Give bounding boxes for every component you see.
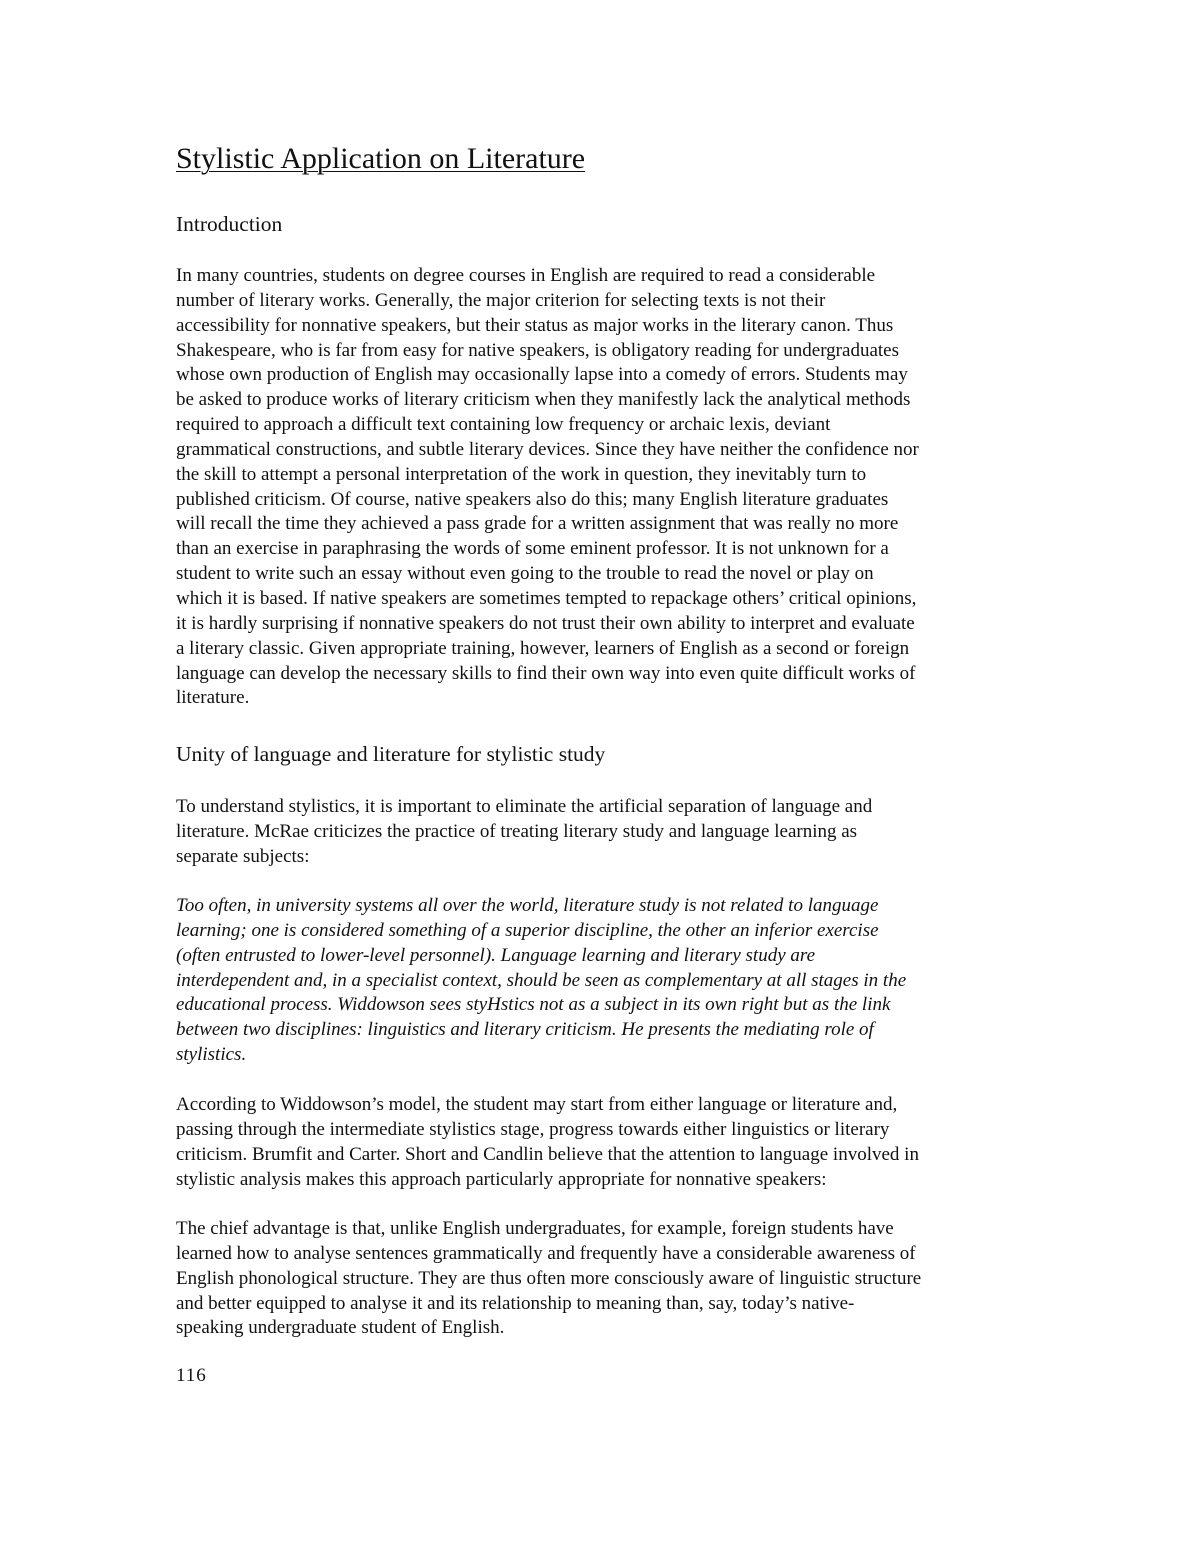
text-line: English phonological structure. They are thus often more consciously aware of linguistic structure	[176, 1267, 922, 1289]
document-title: Stylistic Application on Literature	[176, 142, 586, 175]
text-line: stylistics.	[176, 1044, 247, 1066]
text-line: required to approach a difficult text containing low frequency or archaic lexis, deviant	[176, 414, 831, 436]
text-line: educational process. Widdowson sees styHstics not as a subject in its own right but as the link	[176, 994, 891, 1016]
text-line: (often entrusted to lower-level personnel). Language learning and literary study are	[176, 944, 816, 966]
text-line: language can develop the necessary skills to find their own way into even quite difficult works of	[176, 662, 916, 684]
text-line: accessibility for nonnative speakers, but their status as major works in the literary canon. Thus	[176, 314, 894, 336]
text-line: published criticism. Of course, native speakers also do this; many English literature graduates	[176, 488, 889, 510]
text-line: the skill to attempt a personal interpretation of the work in question, they inevitably turn to	[176, 463, 867, 485]
text-line: literature. McRae criticizes the practice of treating literary study and language learning as	[176, 820, 858, 842]
text-line: passing through the intermediate stylistics stage, progress towards either linguistics or literary	[176, 1118, 890, 1140]
text-line: stylistic analysis makes this approach particularly appropriate for nonnative speakers:	[176, 1168, 827, 1190]
text-line: number of literary works. Generally, the major criterion for selecting texts is not their	[176, 289, 826, 311]
text-line: To understand stylistics, it is important to eliminate the artificial separation of language and	[176, 796, 873, 817]
text-line: interdependent and, in a specialist context, should be seen as complementary at all stages in the	[176, 969, 907, 991]
text-line: The chief advantage is that, unlike English undergraduates, for example, foreign students have	[176, 1218, 894, 1239]
text-line: it is hardly surprising if nonnative speakers do not trust their own ability to interpret and evaluate	[176, 612, 915, 634]
text-line: learned how to analyse sentences grammatically and frequently have a considerable awareness of	[176, 1242, 916, 1264]
text-line: which it is based. If native speakers are sometimes tempted to repackage others’ critical opinions,	[176, 587, 917, 609]
text-line: between two disciplines: linguistics and literary criticism. He presents the mediating role of	[176, 1019, 874, 1041]
text-line: and better equipped to analyse it and its relationship to meaning than, say, today’s native-	[176, 1292, 855, 1314]
text-line: criticism. Brumfit and Carter. Short and Candlin believe that the attention to language involved in	[176, 1143, 919, 1165]
text-line: literature.	[176, 687, 250, 709]
text-line: than an exercise in paraphrasing the words of some eminent professor. It is not unknown for a	[176, 538, 889, 560]
paragraph-stylistics-intro	[176, 795, 872, 870]
text-line: speaking undergraduate student of English.	[176, 1317, 505, 1339]
text-line: will recall the time they achieved a pass grade for a written assignment that was really no more	[176, 513, 899, 535]
text-line: According to Widdowson’s model, the student may start from either language or literature and,	[176, 1094, 898, 1115]
page-number: 116	[176, 1365, 207, 1386]
paragraph-introduction	[176, 264, 919, 711]
text-line: In many countries, students on degree courses in English are required to read a considerable	[176, 265, 876, 286]
text-line: grammatical constructions, and subtle literary devices. Since they have neither the confidence nor	[176, 438, 919, 460]
paragraph-chief-advantage	[176, 1217, 921, 1341]
text-line: whose own production of English may occasionally lapse into a comedy of errors. Students may	[176, 364, 908, 386]
text-line: Too often, in university systems all over the world, literature study is not related to language	[176, 895, 879, 916]
text-line: be asked to produce works of literary criticism when they manifestly lack the analytical methods	[176, 389, 911, 411]
text-line: student to write such an essay without even going to the trouble to read the novel or play on	[176, 563, 874, 585]
text-line: learning; one is considered something of a superior discipline, the other an inferior exercise	[176, 919, 879, 941]
text-line: separate subjects:	[176, 845, 310, 867]
text-line: a literary classic. Given appropriate training, however, learners of English as a second or foreign	[176, 637, 910, 659]
block-quote-mcrae	[176, 894, 906, 1068]
section-heading-introduction: Introduction	[176, 212, 283, 236]
paragraph-widdowson-model	[176, 1093, 919, 1192]
section-heading-unity: Unity of language and literature for stylistic study	[176, 742, 606, 766]
text-line: Shakespeare, who is far from easy for native speakers, is obligatory reading for undergraduates	[176, 339, 899, 361]
